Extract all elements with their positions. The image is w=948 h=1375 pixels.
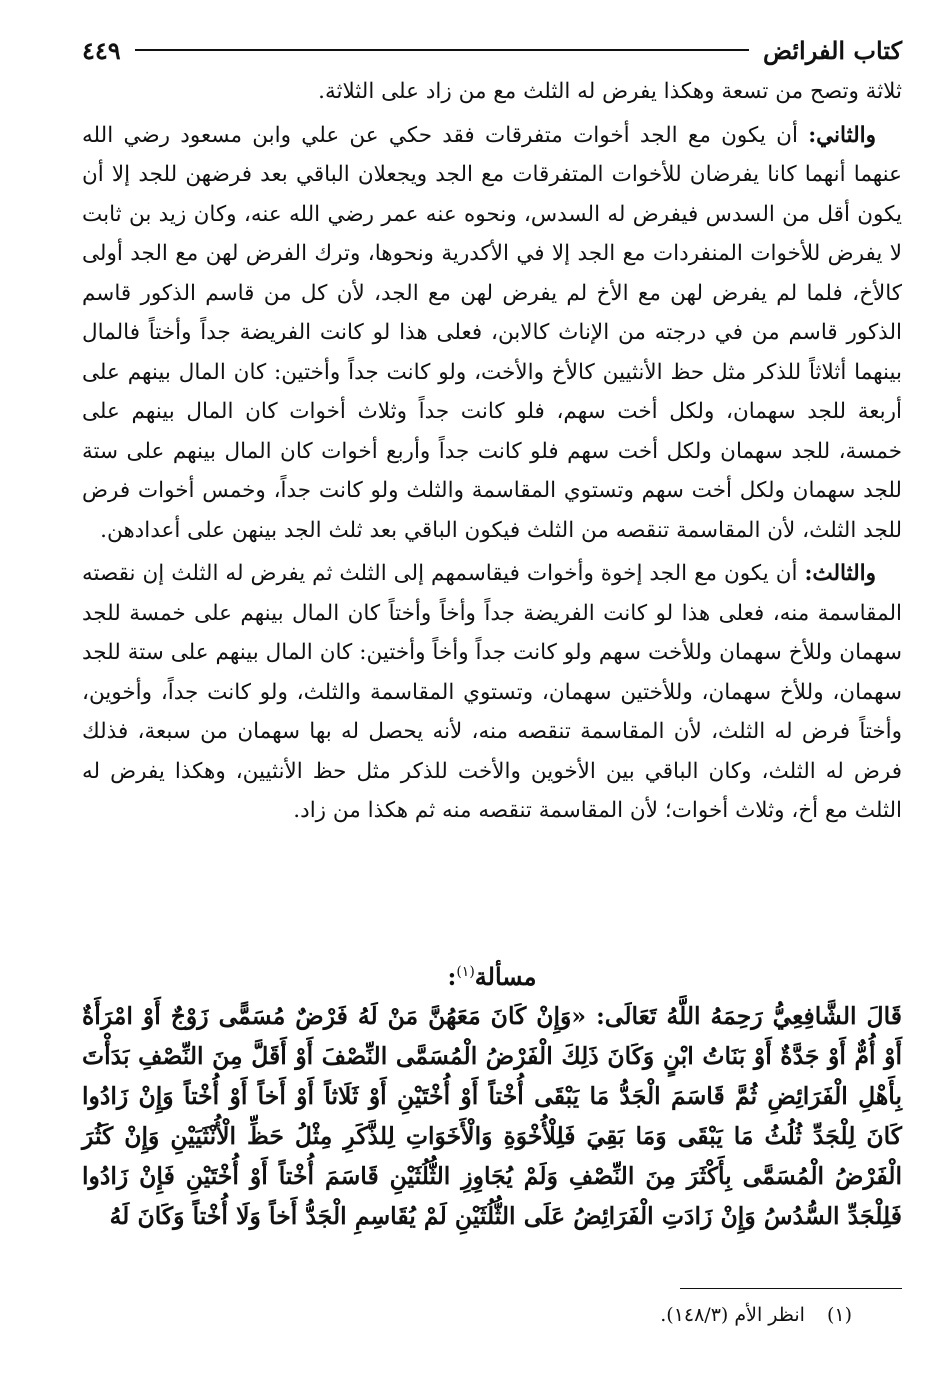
- footnote-divider: [680, 1288, 902, 1289]
- paragraph-text: أن يكون مع الجد أخوات متفرقات فقد حكي عن علي وابن مسعود رضي الله عنهما أنهما كانا يفرضان للأخوات المتفرقات مع الجد ويجعلان الباقي بعد فرضهن للجد إلا أن يكون أقل من السدس فيفرض له السدس، ونحوه عنه عمر رضي الله عنه، وكان زيد بن ثابت لا يفرض للأخوات المنفردات مع الجد إلا في الأكدرية ونحوها، وترك الفرض لهن مع الجد أولى كالأخ، فلما لم يفرض لهن مع الأخ لم يفرض لهن مع الجد، لأن كل من قاسم الذكور قاسم الذكور قاسم من في درجته من الإناث كالابن، فعلى هذا لو كانت الفريضة جداً وأختاً فالمال بينهما أثلاثاً للذكر مثل حظ الأنثيين كالأخ والأخت، ولو كانت جداً وأختين: كان المال بينهم على أربعة للجد سهمان، ولكل أخت سهم، فلو كانت جداً وثلاث أخوات كان المال بينهم على خمسة، للجد سهمان ولكل أخت سهم فلو كانت جداً وأربع أخوات كان المال بينهم على ستة للجد سهمان ولكل أخت سهم وتستوي المقاسمة والثلث ولو كانت جداً، وخمس أخوات فرض للجد الثلث، لأن المقاسمة تنقصه من الثلث فيكون الباقي بعد ثلث الجد بينهن على أعدادهن.: [82, 122, 902, 543]
- footnote-marker: (١): [826, 1304, 852, 1326]
- paragraph-second-case: [82, 116, 902, 551]
- paragraph-third-case: [82, 554, 902, 831]
- issue-heading-colon: :: [447, 962, 457, 991]
- footnote-reference: (١): [456, 964, 475, 980]
- paragraph-text: أن يكون مع الجد إخوة وأخوات فيقاسمهم إلى الثلث ثم يفرض له الثلث إن نقصته المقاسمة منه، فعلى هذا لو كانت الفريضة جداً وأخاً وأختاً كان المال بينهم على خمسة للجد سهمان وللأخ سهمان وللأخت سهم ولو كانت جداً وأخاً وأختين: كان المال بينهم على ستة للجد سهمان، وللأخ سهمان، وللأختين سهمان، وتستوي المقاسمة والثلث، ولو كانت جداً، وأخوين، وأختاً فرض له الثلث، لأن المقاسمة تنقصه منه، لأنه يحصل له بها سهمان من سبعة، فذلك فرض له الثلث، وكان الباقي بين الأخوين والأخت للذكر مثل حظ الأنثيين، وهكذا يفرض له الثلث مع أخ، وثلاث أخوات؛ لأن المقاسمة تنقصه منه ثم هكذا من زاد.: [82, 561, 902, 823]
- paragraph-text: ثلاثة وتصح من تسعة وهكذا يفرض له الثلث مع من زاد على الثلاثة.: [318, 79, 902, 104]
- header-rule: [135, 49, 749, 51]
- book-title: كتاب الفرائض: [762, 35, 902, 65]
- issue-heading: [82, 952, 902, 997]
- footnote: [660, 1304, 852, 1326]
- body-text: [82, 72, 902, 835]
- footnote-text: انظر الأم (١٤٨/٣).: [660, 1304, 805, 1326]
- paragraph-lead: والثاني:: [808, 122, 876, 148]
- running-header: [82, 30, 902, 70]
- page-number: ٤٤٩: [82, 35, 121, 65]
- paragraph-continuation: [82, 72, 902, 112]
- shafii-quote: قَالَ الشَّافِعِيُّ رَحِمَهُ اللَّهُ تَعَالَى: «وَإِنْ كَانَ مَعَهُنَّ مَنْ لَهُ فَرْضٌ مُسَمًّى زَوْجٌ أَوْ امْرَأَةٌ أَوْ أُمٌّ أَوْ جَدَّةٌ أَوْ بَنَاتُ ابْنٍ وَكَانَ ذَلِكَ الْفَرْضُ الْمُسَمَّى النِّصْفَ أَوْ أَقَلَّ مِنَ النِّصْفِ بَدَأْتَ بِأَهْلِ الْفَرَائِضِ ثُمَّ قَاسَمَ الْجَدُّ مَا يَبْقَى أُخْتاً أَوْ أُخْتَيْنِ أَوْ ثَلَاثاً أَوْ أَخاً أَوْ أُخْتاً وَإِنْ زَادُوا كَانَ لِلْجَدِّ ثُلُثُ مَا يَبْقَى وَمَا بَقِيَ فَلِلْأُخْوَةِ وَالْأَخَوَاتِ لِلذَّكَرِ مِثْلُ حَظِّ الْأُنْثَيَيْنِ وَإِنْ كَثُرَ الْفَرْضُ الْمُسَمَّى بِأَكْثَرَ مِنَ النِّصْفِ وَلَمْ يُجَاوِزِ الثُّلُثَيْنِ قَاسَمَ أُخْتاً أَوْ أُخْتَيْنِ فَإِنْ زَادُوا فَلِلْجَدِّ السُّدُسُ وَإِنْ زَادَتِ الْفَرَائِضُ عَلَى الثُّلُثَيْنِ لَمْ يُقَاسِمِ الْجَدُّ أَخاً وَلَا أُخْتاً وَكَانَ لَهُ: [82, 1002, 902, 1230]
- paragraph-lead: والثالث:: [804, 561, 876, 586]
- issue-heading-text: مسألة: [474, 962, 537, 991]
